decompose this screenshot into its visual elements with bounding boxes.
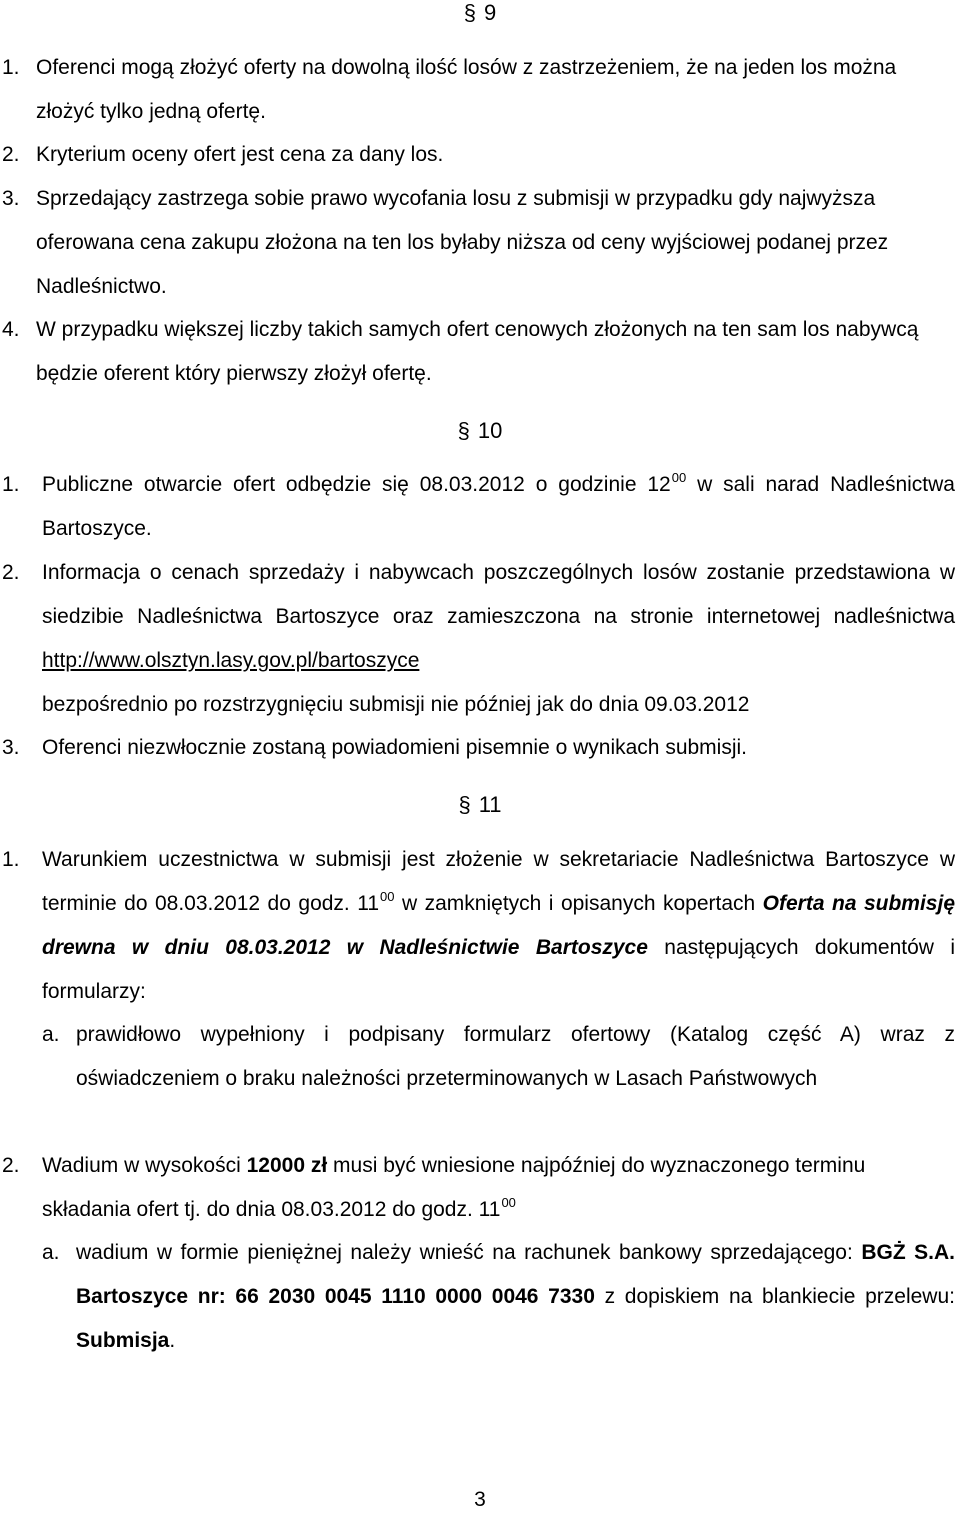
item-text: Sprzedający zastrzega sobie prawo wycofania losu z submisji w przypadku gdy najwyższa oferowana cena zakupu złożona na ten los byłaby niższa od ceny wyjściowej podanej przez Nadleśnictwo.	[36, 187, 889, 298]
section-number: 9	[484, 0, 497, 25]
section-symbol: §	[457, 418, 470, 443]
section-heading-9	[0, 0, 960, 28]
item-number: 1.	[2, 473, 20, 496]
item-number: 3.	[2, 187, 20, 210]
item-text: Publiczne otwarcie ofert odbędzie się 08.03.2012 o godzinie $12^{00}$ w sali narad Nadleśnictwa Bartoszyce.	[42, 470, 955, 540]
item-text: Oferenci mogą złożyć oferty na dowolną ilość losów z zastrzeżeniem, że na jeden los można złożyć tylko jedną ofertę.	[36, 56, 897, 123]
section-number: 10	[477, 418, 503, 443]
section-heading-11	[0, 790, 960, 820]
sub-item-text: wadium w formie pieniężnej należy wnieść na rachunek bankowy sprzedającego: BGŻ S.A. Bartoszyce nr: 66 2030 0045 1110 0000 0046 7330 z dopiskiem na blankiecie przelewu: Submisja.	[76, 1241, 955, 1352]
item-text: W przypadku większej liczby takich samych ofert cenowych złożonych na ten sam los nabywcą będzie oferent który pierwszy złożył ofertę.	[36, 318, 919, 385]
bank-account: BGŻ S.A. Bartoszyce nr: 66 2030 0045 1110 0000 0046 7330	[76, 1241, 955, 1308]
superscript: 00	[671, 470, 687, 485]
envelope-label: Oferta na submisję drewna w dniu 08.03.2012 w Nadleśnictwie Bartoszyce	[42, 892, 956, 959]
section-number: 11	[478, 792, 502, 817]
item-text: Oferenci niezwłocznie zostaną powiadomieni pisemnie o wynikach submisji.	[42, 736, 747, 759]
item-number: 2.	[2, 143, 20, 166]
transfer-title: Submisja	[76, 1329, 170, 1352]
superscript: 00	[501, 1195, 516, 1210]
item-number: 4.	[2, 318, 20, 341]
item-text: Informacja o cenach sprzedaży i nabywcach poszczególnych losów zostanie przedstawiona w siedzibie Nadleśnictwa Bartoszyce oraz zamieszczona na stronie internetowej nadleśnictwa http://www.olsztyn.lasy.gov.pl/bartoszyce bezpośrednio po rozstrzygnięciu submisji nie później jak do dnia 09.03.2012	[42, 561, 955, 716]
page-number: 3	[474, 1488, 486, 1511]
item-text: Kryterium oceny ofert jest cena za dany los.	[36, 143, 444, 166]
item-number: 3.	[2, 736, 20, 759]
section-heading-10	[0, 416, 960, 446]
item-text: Warunkiem uczestnictwa w submisji jest złożenie w sekretariacie Nadleśnictwa Bartoszyce w terminie do 08.03.2012 do godz. $11^{00}$ w zamkniętych i opisanych kopertach Oferta na submisję drewna w dniu 08.03.2012 w Nadleśnictwie Bartoszyce następujących dokumentów i formularzy:	[42, 848, 956, 1003]
item-number: 1.	[2, 56, 20, 79]
website-link[interactable]: http://www.olsztyn.lasy.gov.pl/bartoszyce	[42, 649, 420, 672]
item-number: 1.	[2, 848, 20, 871]
deposit-amount: 12000 zł	[246, 1154, 328, 1177]
item-number: 2.	[2, 561, 20, 584]
sub-item-letter: a.	[42, 1241, 60, 1264]
item-number: 2.	[2, 1154, 20, 1177]
section-symbol: §	[463, 0, 476, 25]
superscript: 00	[380, 889, 395, 904]
section-symbol: §	[458, 792, 471, 817]
sub-item-text: prawidłowo wypełniony i podpisany formularz ofertowy (Katalog część A) wraz z oświadczeniem o braku należności przeterminowanych w Lasach Państwowych	[76, 1023, 955, 1090]
sub-item-letter: a.	[42, 1023, 60, 1046]
item-text: Wadium w wysokości 12000 zł musi być wniesione najpóźniej do wyznaczonego terminu składania ofert tj. do dnia 08.03.2012 do godz. $11^{00}$	[42, 1154, 866, 1221]
